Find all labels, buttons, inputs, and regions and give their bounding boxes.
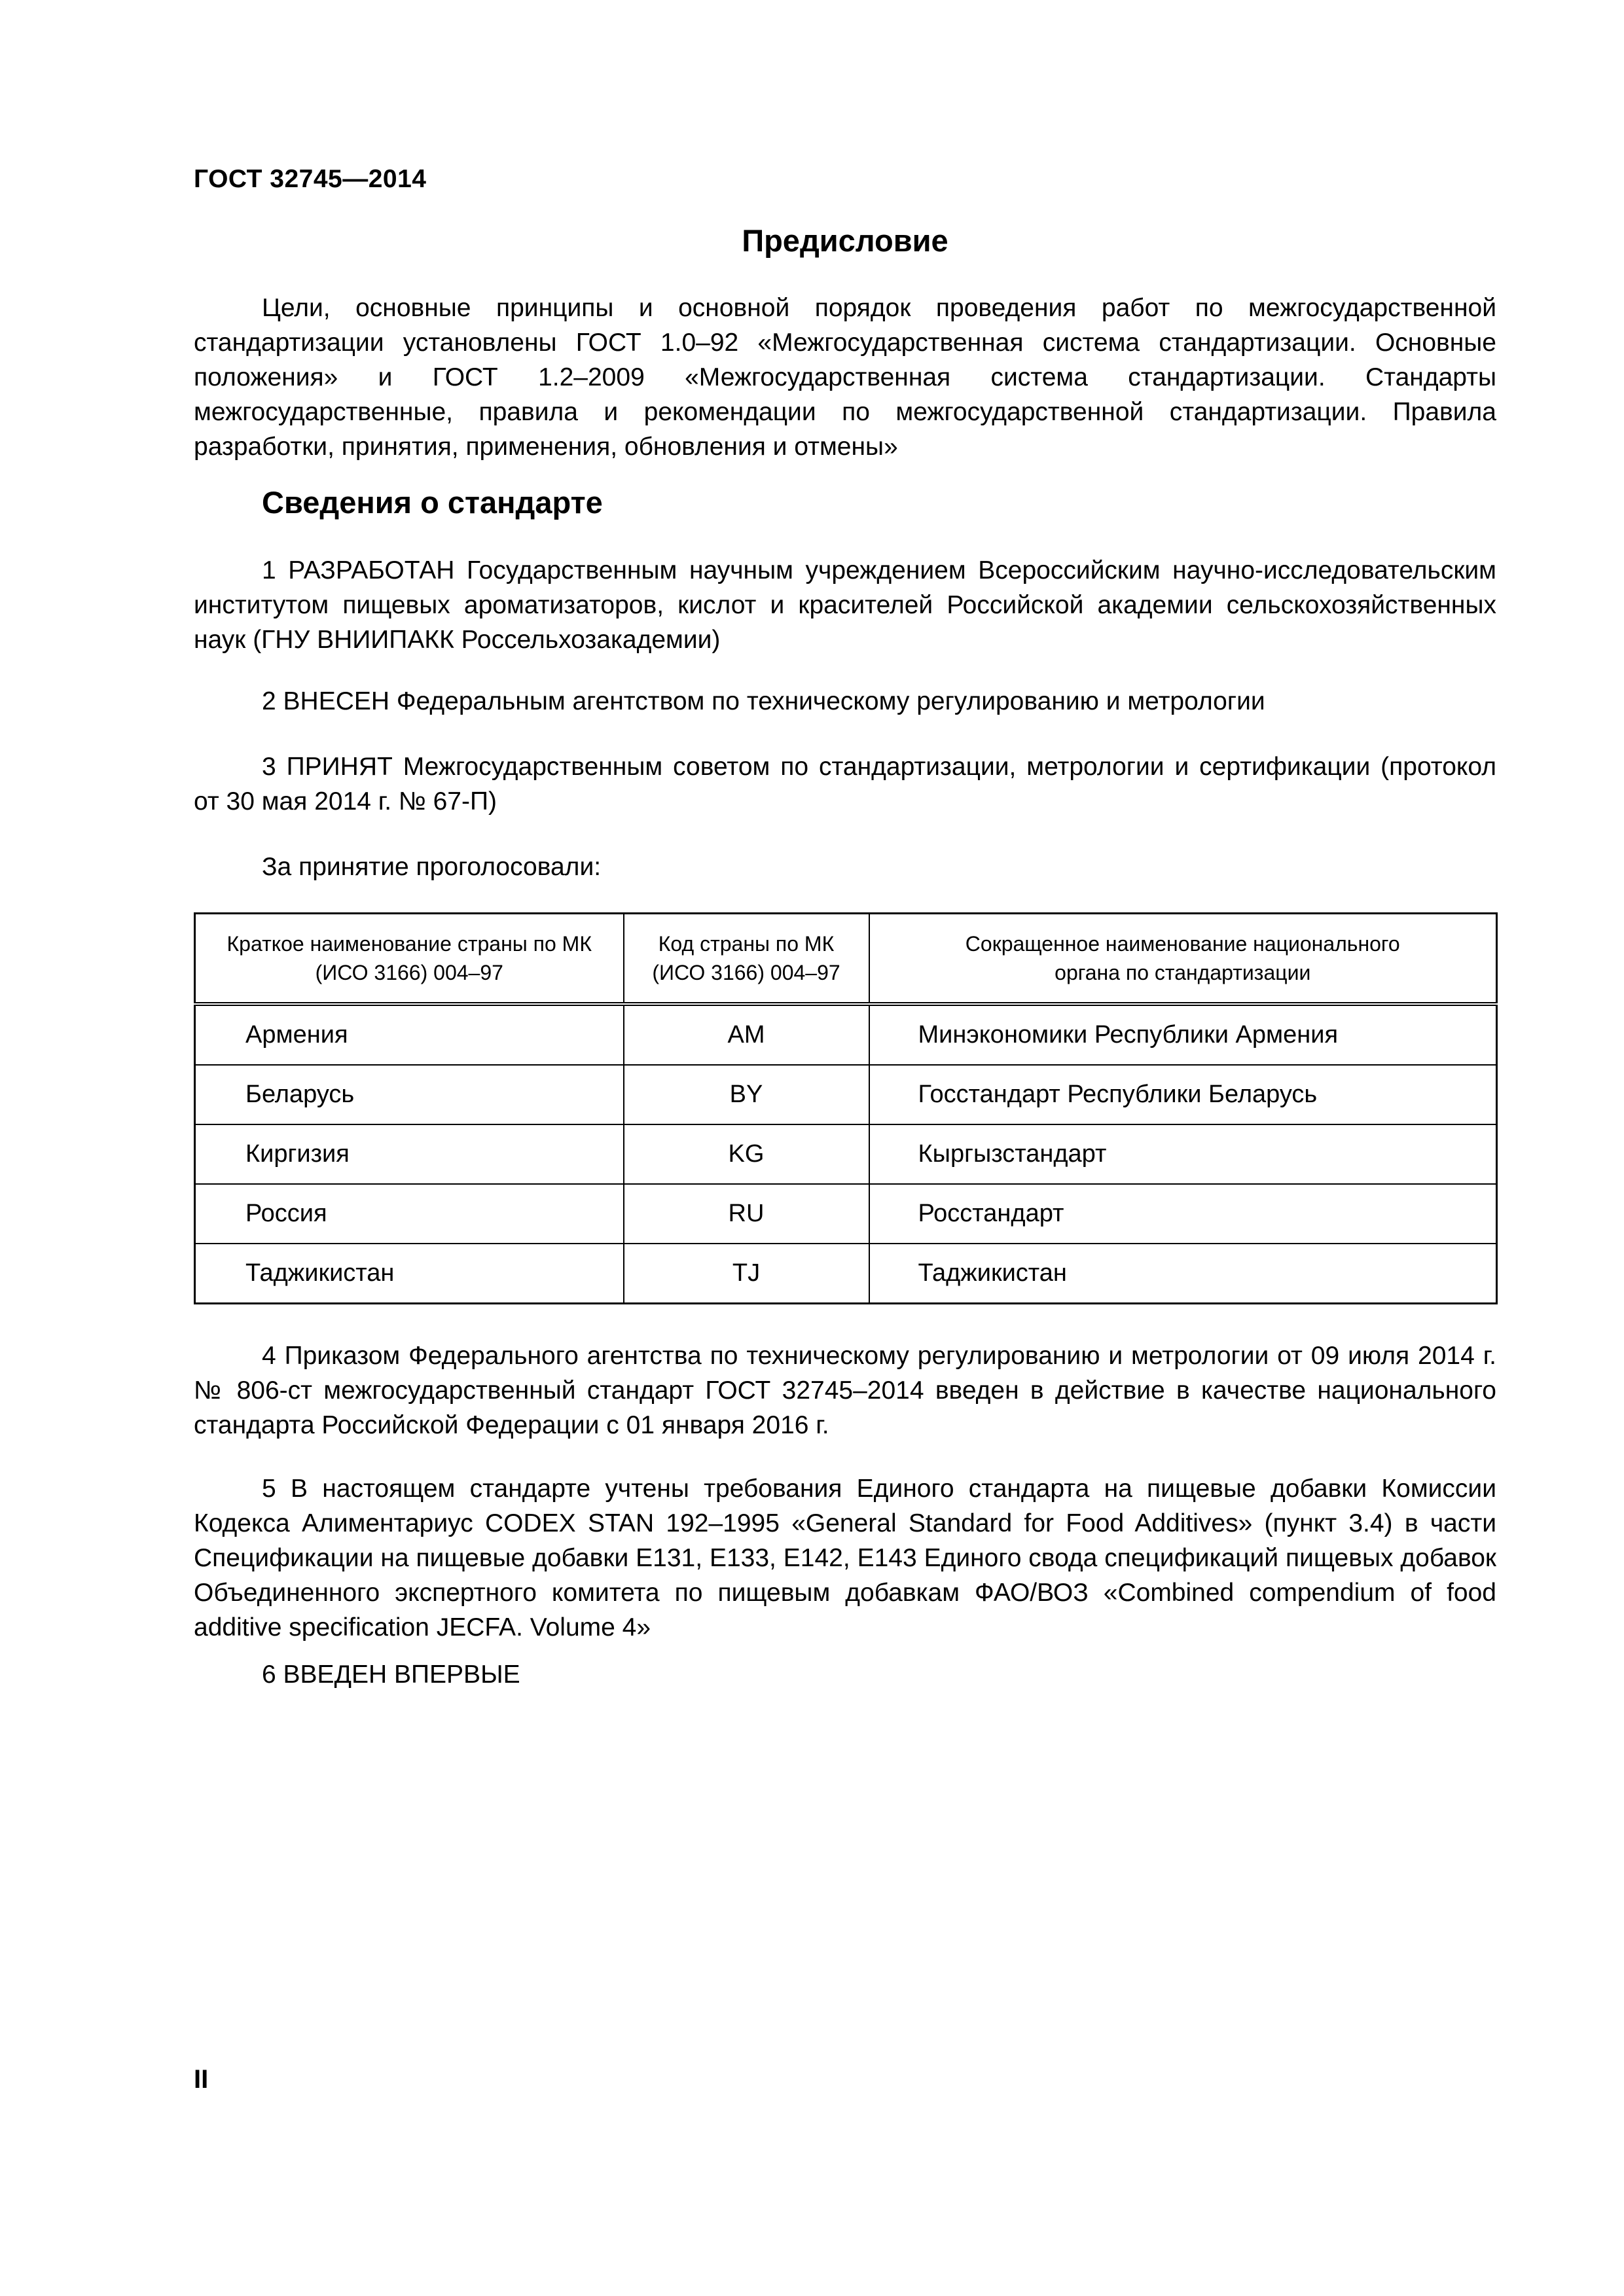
national-body-cell: Кыргызстандарт	[869, 1124, 1497, 1184]
standard-code-header: ГОСТ 32745—2014	[194, 165, 427, 193]
country-code-cell: BY	[624, 1065, 869, 1124]
info-item-developed: 1 РАЗРАБОТАН Государственным научным учреждением Всероссийским научно-исследовательским институтом пищевых ароматизаторов, кислот и красителей Российской академии сельскохозяйственных наук (ГНУ ВНИИПАКК Россельхозакадемии)	[194, 556, 1496, 654]
country-name-cell: Россия	[195, 1184, 624, 1244]
country-code-cell: KG	[624, 1124, 869, 1184]
country-name-cell: Беларусь	[195, 1065, 624, 1124]
header-country-code-line1: Код страны по МК	[658, 932, 835, 956]
page-number: II	[194, 2065, 209, 2094]
header-country-name-line1: Краткое наименование страны по МК	[226, 932, 592, 956]
header-country-code	[624, 914, 869, 1005]
country-name-cell: Киргизия	[195, 1124, 624, 1184]
country-code-cell: TJ	[624, 1244, 869, 1304]
national-body-cell: Росстандарт	[869, 1184, 1497, 1244]
table-row	[195, 1244, 1497, 1304]
preface-paragraph: Цели, основные принципы и основной порядок проведения работ по межгосударственной стандартизации установлены ГОСТ 1.0–92 «Межгосударственная система стандартизации. Основные положения» и ГОСТ 1.2–2009 «Межгосударственная система стандартизации. Стандарты межгосударственные, правила и рекомендации по межгосударственной стандартизации. Правила разработки, принятия, применения, обновления и отмены»	[194, 294, 1496, 461]
national-body-cell: Таджикистан	[869, 1244, 1497, 1304]
info-item-codex-requirements: 5 В настоящем стандарте учтены требования Единого стандарта на пищевые добавки Комиссии Кодекса Алиментариус CODEX STAN 192–1995 «General Standard for Food Additives» (пункт 3.4) в части Спецификации на пищевые добавки Е131, Е133, Е142, Е143 Единого свода спецификаций пищевых добавок Объединенного экспертного комитета по пищевым добавкам ФАО/ВОЗ «Combined compendium of food additive specification JECFA. Volume 4»	[194, 1475, 1496, 1641]
preface-title: Предисловие	[742, 223, 948, 258]
info-item-adopted: 3 ПРИНЯТ Межгосударственным советом по стандартизации, метрологии и сертификации (протокол от 30 мая 2014 г. № 67-П)	[194, 753, 1496, 816]
country-code-cell: AM	[624, 1004, 869, 1065]
info-item-first-introduced: 6 ВВЕДЕН ВПЕРВЫЕ	[262, 1660, 520, 1689]
info-section-title: Сведения о стандарте	[262, 485, 603, 520]
header-national-body-line1: Сокращенное наименование национального	[965, 932, 1400, 956]
header-national-body-line2: органа по стандартизации	[1055, 961, 1311, 984]
country-code-cell: RU	[624, 1184, 869, 1244]
info-item-submitted: 2 ВНЕСЕН Федеральным агентством по техническому регулированию и метрологии	[262, 687, 1265, 715]
table-row	[195, 1065, 1497, 1124]
info-item-enacted: 4 Приказом Федерального агентства по техническому регулированию и метрологии от 09 июля 2014 г. № 806-ст межгосударственный стандарт ГОСТ 32745–2014 введен в действие в качестве национального стандарта Российской Федерации с 01 января 2016 г.	[194, 1342, 1496, 1439]
header-country-code-line2: (ИСО 3166) 004–97	[652, 961, 840, 984]
country-name-cell: Армения	[195, 1004, 624, 1065]
national-body-cell: Госстандарт Республики Беларусь	[869, 1065, 1497, 1124]
header-national-body	[869, 914, 1497, 1005]
vote-label: За принятие проголосовали:	[262, 853, 602, 881]
national-body-cell: Минэкономики Республики Армения	[869, 1004, 1497, 1065]
table-row	[195, 1004, 1497, 1065]
header-country-name	[195, 914, 624, 1005]
table-header-row	[195, 914, 1497, 1005]
voting-countries-table	[194, 912, 1498, 1304]
table-row	[195, 1184, 1497, 1244]
country-name-cell: Таджикистан	[195, 1244, 624, 1304]
table-row	[195, 1124, 1497, 1184]
header-country-name-line2: (ИСО 3166) 004–97	[315, 961, 503, 984]
